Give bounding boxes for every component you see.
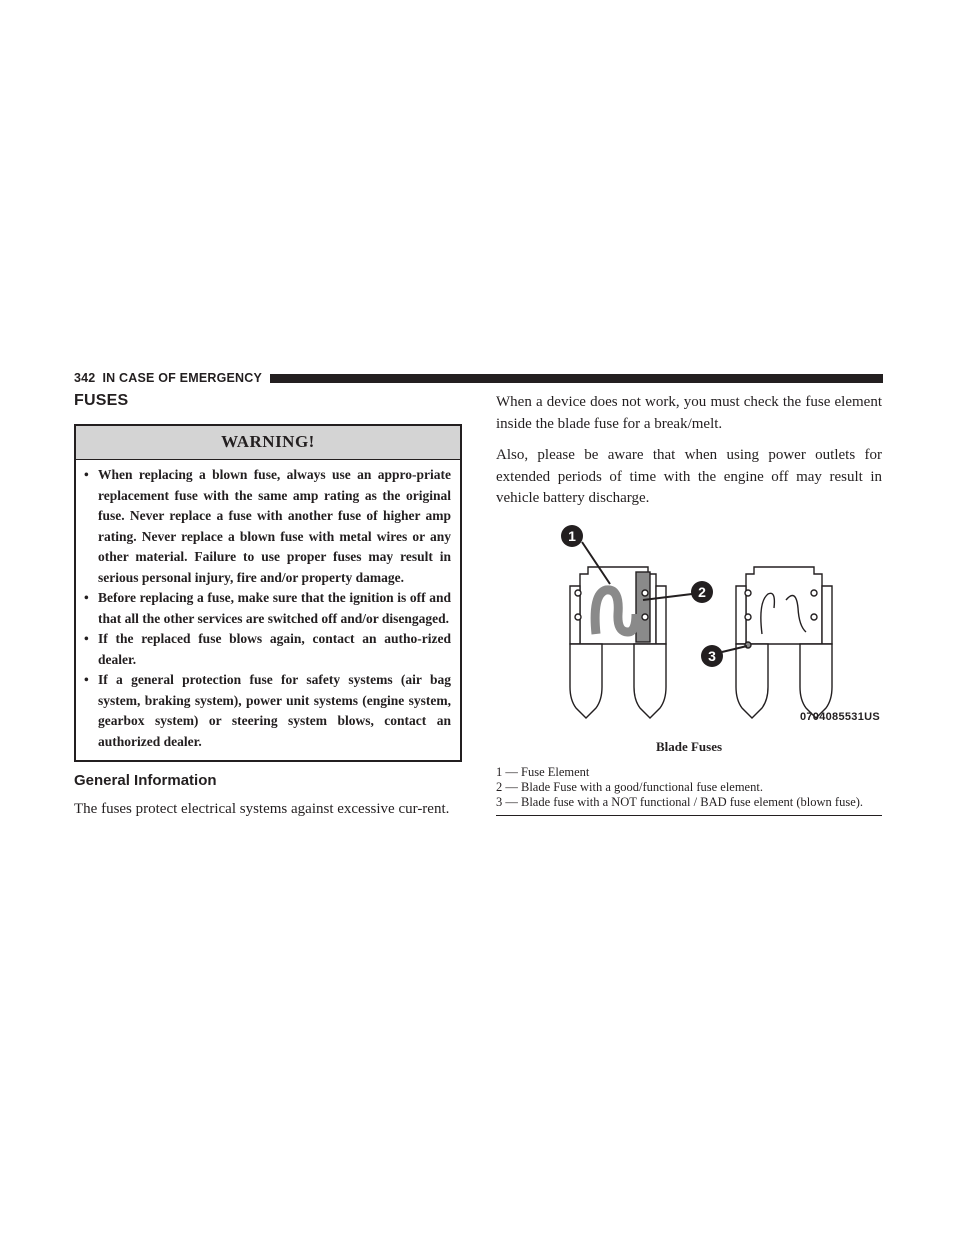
warning-list xyxy=(76,460,460,760)
warning-item: • If a general protection fuse for safety systems (air bag system, braking system), power unit systems (engine system, gearbox system) or steering system blows, contact an authorized dealer. xyxy=(84,672,451,749)
legend-item: 3 — Blade fuse with a NOT functional / BAD fuse element (blown fuse). xyxy=(496,794,864,809)
fuses-heading: FUSES xyxy=(74,392,129,409)
warning-item: • Before replacing a fuse, make sure that the ignition is off and that all the other services are switched off and/or disengaged. xyxy=(84,590,451,626)
blade-fuses-illustration xyxy=(496,522,882,737)
warning-title: WARNING! xyxy=(76,426,460,460)
bullet-icon: • xyxy=(84,590,89,605)
bullet-icon: • xyxy=(84,672,89,687)
warning-box xyxy=(74,424,462,762)
callout-2-label: 2 xyxy=(698,583,706,600)
warning-item: • When replacing a blown fuse, always use an appro-priate replacement fuse with the same amp rating as the original fuse. Never replace a fuse with another fuse of higher amp rating. Never replace a blown fuse with metal wires or any other material. Failure to use proper fuses may result in serious personal injury, fire and/or property damage. xyxy=(84,467,451,585)
right-column xyxy=(496,392,882,816)
blown-fuse-drawing xyxy=(736,567,832,718)
legend-item: 1 — Fuse Element xyxy=(496,764,590,779)
running-header xyxy=(74,370,883,386)
legend-rule xyxy=(496,815,882,816)
figure-caption: Blade Fuses xyxy=(655,738,723,754)
callout-3-label: 3 xyxy=(708,647,716,664)
header-rule xyxy=(270,374,883,383)
general-information-paragraph: The fuses protect electrical systems against excessive cur-rent. xyxy=(74,801,450,817)
section-title: IN CASE OF EMERGENCY xyxy=(102,371,263,385)
page-number: 342 xyxy=(74,371,96,385)
bullet-icon: • xyxy=(84,631,89,646)
general-information-heading: General Information xyxy=(74,772,217,789)
power-outlet-paragraph: Also, please be aware that when using power outlets for extended periods of time with the engine off may result in vehicle battery discharge. xyxy=(496,447,882,506)
figure-code: 0704085531US xyxy=(799,710,880,723)
left-column xyxy=(74,392,462,821)
blade-fuses-figure xyxy=(496,522,882,737)
callout-1-label: 1 xyxy=(568,527,576,544)
check-fuse-paragraph: When a device does not work, you must check the fuse element inside the blade fuse for a break/melt. xyxy=(496,394,882,432)
figure-legend xyxy=(496,765,882,810)
good-fuse-drawing xyxy=(570,567,666,718)
legend-item: 2 — Blade Fuse with a good/functional fuse element. xyxy=(496,779,763,794)
bullet-icon: • xyxy=(84,467,89,482)
warning-item: • If the replaced fuse blows again, contact an autho-rized dealer. xyxy=(84,631,451,667)
